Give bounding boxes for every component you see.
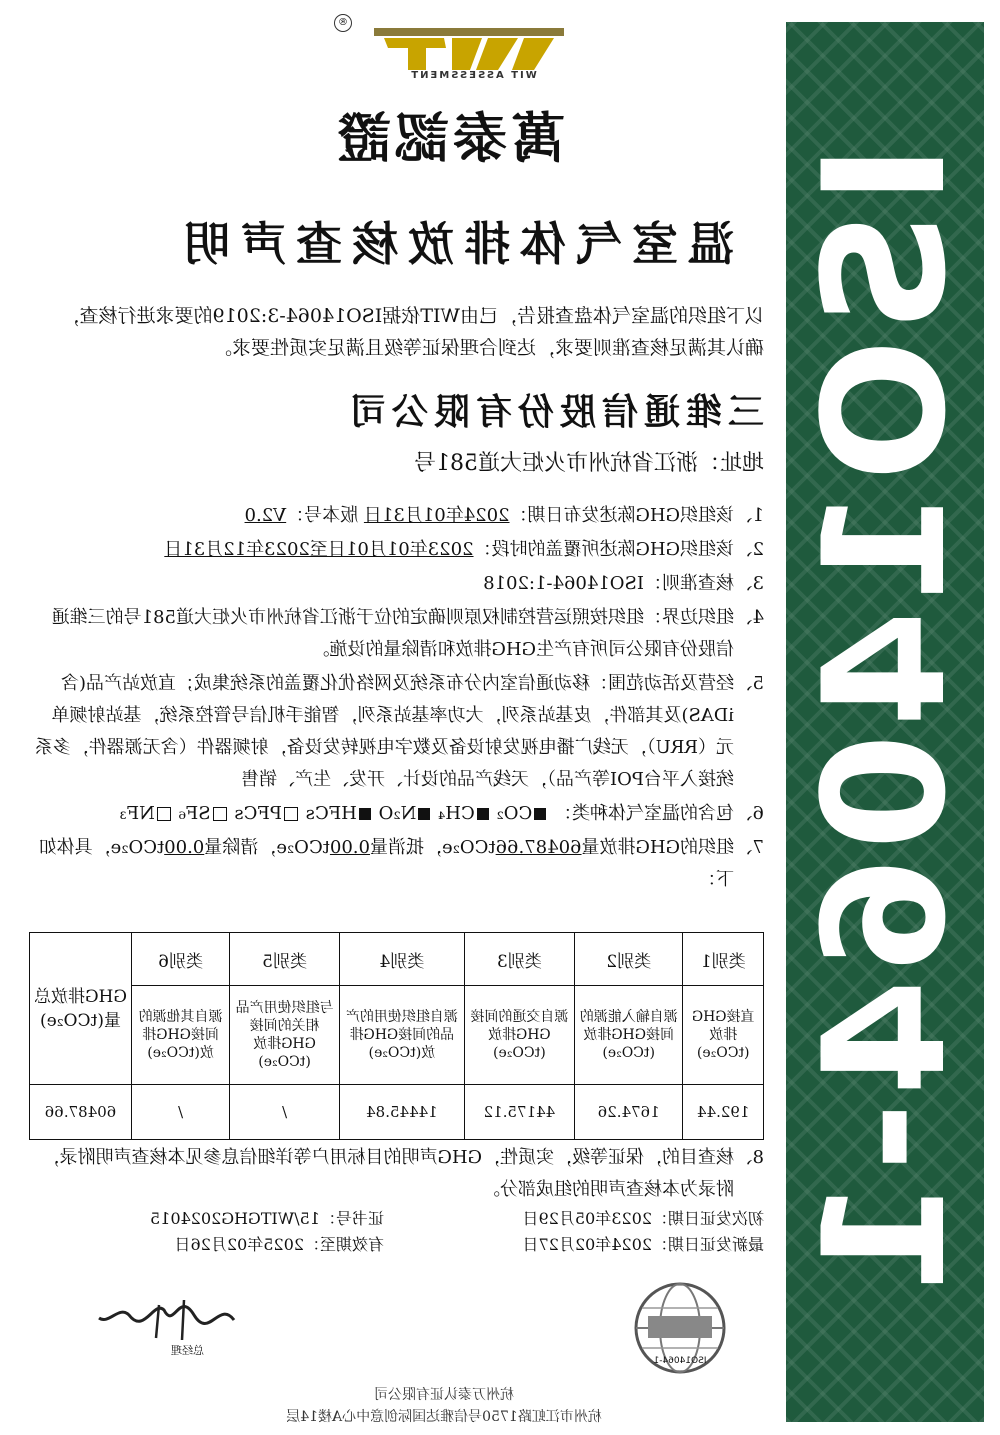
valid-until-date: 有效期至：2025年02月26日	[174, 1235, 384, 1254]
table-cell: 1674.26	[574, 1085, 682, 1140]
checked-box-icon	[534, 808, 546, 820]
table-header-row	[30, 933, 764, 986]
issue-dates	[104, 1206, 764, 1258]
table-cell-total: 60487.66	[30, 1085, 132, 1140]
page-title: 温室气体排放核查声明	[174, 217, 734, 271]
list-item: 8、 核查目的，保证等级，实质性，GHG声明的目标用户等详细信息参见本核查声明附录，附录为本核查声明的组成部分。	[41, 1147, 764, 1200]
signature-label: 总经理	[171, 1344, 204, 1357]
removal-value: 0.00	[164, 837, 205, 858]
table-header: 类别2	[574, 933, 682, 986]
table-row	[30, 1085, 764, 1140]
certificate-number: 证书号：15/WITGHG2024015	[150, 1209, 384, 1228]
table-header: 类别6	[132, 933, 230, 986]
footer	[204, 1384, 684, 1428]
checked-box-icon	[359, 808, 371, 820]
table-cell: /	[132, 1085, 230, 1140]
logo-english: WIT ASSESSMENT	[409, 70, 537, 81]
seal-label: ISO14064-1	[653, 1356, 707, 1366]
checked-box-icon	[477, 808, 489, 820]
company-address: 地址：浙江省杭州市火炬大道581号	[414, 451, 764, 476]
offset-value: 0.00	[329, 837, 370, 858]
table-cell: 直接GHG排放(tCO₂e)	[683, 986, 764, 1085]
checked-box-icon	[418, 808, 430, 820]
unchecked-box-icon	[284, 807, 298, 821]
unchecked-box-icon	[213, 807, 227, 821]
release-date: 2024年01月31日	[363, 505, 510, 526]
list-item: 7、 组织的GHG排放量60487.66tCO₂e，抵消量0.00tCO₂e，清除量0.00tCO₂e，具体如下：	[38, 837, 764, 890]
globe-seal-icon	[620, 1272, 740, 1392]
company-name: 三维通信股份有限公司	[343, 391, 764, 433]
certificate-content	[24, 0, 764, 1435]
emission-value: 60487.66	[495, 837, 582, 858]
list-item: 5、 经营及活动范围：移动通信室内分布系统及网络优化覆盖的系统集成；直放站产品(含iDAS)及其部件，皮基站系列，大功率基站系列，智能手机信号管控系统，基站射频单元（RRU），无线广播电视发射设备及数字电视转发设备，射频器件（含无源器件，多系统接入平台POI等产品），天线产品的设计、开发、生产、销售	[34, 673, 764, 790]
list-item: 1、 该组织GHG陈述发布日期：2024年01月31日 版本号：V2.0	[244, 505, 764, 526]
table-cell: 源自组织使用的产品的间接GHG排放(tCO₂e)	[339, 986, 464, 1085]
table-cell: 源自其他源的间接GHG排放(tCO₂e)	[132, 986, 230, 1085]
registered-mark: ®	[334, 14, 352, 32]
first-issue-date: 初次发证日期：2023年05月29日	[522, 1209, 764, 1228]
iso-stripe	[786, 22, 984, 1422]
footer-address: 杭州市江虹路1750号信雅达国际创意中心A楼14层	[286, 1409, 602, 1425]
table-cell: 192.44	[683, 1085, 764, 1140]
list-item: 4、 组织边界：组织按照运营控制权原则确定的位于浙江省杭州市火炬大道581号的三维通信股份有限公司所有产生GHG排放和清除量的设施。	[51, 607, 764, 660]
latest-issue-date: 最新发证日期：2024年02月27日	[522, 1235, 764, 1254]
footer-company: 杭州万泰认证有限公司	[374, 1387, 514, 1403]
table-cell: /	[230, 1085, 340, 1140]
table-cell: 44175.12	[464, 1085, 574, 1140]
covered-period: 2023年01月01日至2023年12月31日	[164, 539, 474, 560]
list-item: 6、 包含的温室气体种类： CO₂ CH₄ N₂O HFCs PFCs SF₆ NF₃	[119, 803, 764, 824]
table-cell: 源自输入能源的间接GHG排放(tCO₂e)	[574, 986, 682, 1085]
stripe-code: ISO14064-1	[787, 143, 983, 1301]
version-number: V2.0	[244, 505, 287, 526]
table-header: 类别1	[683, 933, 764, 986]
wit-logo-icon	[374, 28, 564, 70]
statement-items	[34, 500, 764, 898]
table-cell: 与组织使用产品相关的间接GHG排放(tCO₂e)	[230, 986, 340, 1085]
intro-paragraph: 以下组织的温室气体盘查报告，已由WIT依据ISO14064-3:2019的要求进行核查，确认其满足核查准则要求，达到合理保证等级且满足实质性要求。	[60, 305, 764, 359]
table-header: 类别4	[339, 933, 464, 986]
table-header: 类别3	[464, 933, 574, 986]
table-header-total: GHG排放总量(tCO₂e)	[30, 933, 132, 1085]
unchecked-box-icon	[157, 807, 171, 821]
table-cell: 源自交通的间接GHG排放(tCO₂e)	[464, 986, 574, 1085]
table-row	[30, 986, 764, 1085]
table-header: 类别5	[230, 933, 340, 986]
ghg-table	[29, 932, 764, 1140]
table-cell: 14445.84	[339, 1085, 464, 1140]
logo-chinese: 萬泰認證	[333, 107, 565, 170]
signature-icon	[94, 1290, 244, 1350]
list-item: 2、 该组织GHG陈述所覆盖的时段：2023年01月01日至2023年12月31日	[164, 539, 764, 560]
list-item: 3、 核查准则：ISO14064-1:2018	[483, 573, 764, 594]
